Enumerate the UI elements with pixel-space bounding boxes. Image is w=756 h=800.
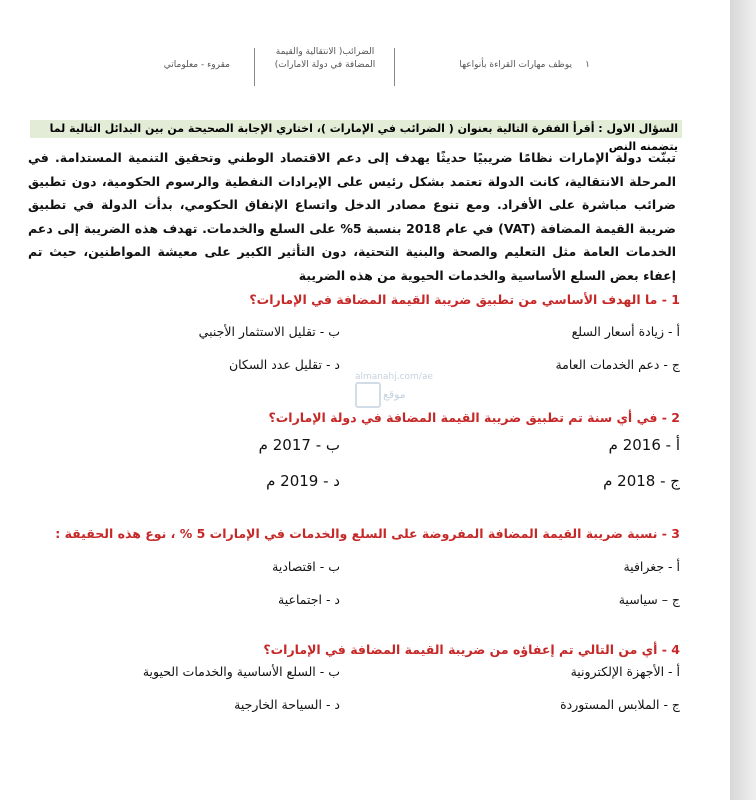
option-1b[interactable]: ب - تقليل الاستثمار الأجنبي: [198, 324, 340, 339]
option-3a[interactable]: أ - جغرافية: [623, 559, 680, 574]
question-1: 1 - ما الهدف الأساسي من تطبيق ضريبة القيمة المضافة في الإمارات؟: [249, 292, 680, 307]
option-4d[interactable]: د - السياحة الخارجية: [234, 697, 340, 712]
option-1c[interactable]: ج - دعم الخدمات العامة: [555, 357, 680, 372]
topic-label: الضرائب( الانتقالية والقيمة المضافة في دولة الامارات): [274, 47, 376, 70]
option-1d[interactable]: د - تقليل عدد السكان: [228, 357, 340, 372]
question-3: 3 - نسبة ضريبة القيمة المضافة المفروضة على السلع والخدمات في الإمارات 5 % ، نوع هذه الحقيقة :: [55, 526, 680, 541]
watermark: almanahj.com/ae موقع: [335, 372, 455, 432]
option-2a[interactable]: أ - 2016 م: [608, 436, 680, 454]
option-4b[interactable]: ب - السلع الأساسية والخدمات الحيوية: [142, 664, 340, 679]
question-instruction: السؤال الاول : أقرأ الفقرة التالية بعنوان ( الضرائب في الإمارات )، اختاري الإجابة الصحيحة من بين البدائل التالية لما يتضمنه النص: [30, 120, 682, 138]
option-2c[interactable]: ج - 2018 م: [603, 472, 680, 490]
option-2b[interactable]: ب - 2017 م: [258, 436, 340, 454]
question-2: 2 - في أي سنة تم تطبيق ضريبة القيمة المضافة في دولة الإمارات؟: [268, 410, 680, 425]
reading-paragraph: تبنّت دولة الإمارات نظامًا ضريبيًا حديثًا يهدف إلى دعم الاقتصاد الوطني وتحقيق التنمية المستدامة. في المرحلة الانتقالية، كانت الدولة تعتمد بشكل رئيس على الإيرادات النفطية والرسوم الحكومية، دون تطبيق ضرائب مباشرة على الأفراد. ومع تنوع مصادر الدخل واتساع الإنفاق الحكومي، بدأت الدولة في تطبيق ضريبة القيمة المضافة (VAT) في عام 2018 بنسبة 5% على السلع والخدمات. تهدف هذه الضريبة إلى دعم الخدمات العامة مثل التعليم والصحة والبنية التحتية، دون التأثير الكبير على معيشة المواطنين، حيث تم إعفاء بعض السلع الأساسية والخدمات الحيوية من هذه الضريبة: [28, 150, 676, 283]
skill-label: يوظف مهارات القراءة بأنواعها: [459, 60, 572, 70]
option-1a[interactable]: أ - زيادة أسعار السلع: [571, 324, 680, 339]
question-4: 4 - أي من التالي تم إعفاؤه من ضريبة القيمة المضافة في الإمارات؟: [263, 642, 680, 657]
page-edge-shadow: [730, 0, 756, 800]
option-3b[interactable]: ب - اقتصادية: [272, 559, 340, 574]
page-header: [140, 44, 590, 90]
text-type-label: مقروء - معلوماتي: [163, 60, 230, 70]
header-divider: [254, 48, 255, 86]
option-3c[interactable]: ج – سياسية: [618, 592, 680, 607]
page-number: ١: [585, 60, 590, 70]
watermark-logo-icon: [355, 382, 381, 408]
header-divider: [394, 48, 395, 86]
option-2d[interactable]: د - 2019 م: [266, 472, 340, 490]
option-4c[interactable]: ج - الملابس المستوردة: [560, 697, 680, 712]
option-4a[interactable]: أ - الأجهزة الإلكترونية: [570, 664, 680, 679]
option-3d[interactable]: د - اجتماعية: [278, 592, 340, 607]
